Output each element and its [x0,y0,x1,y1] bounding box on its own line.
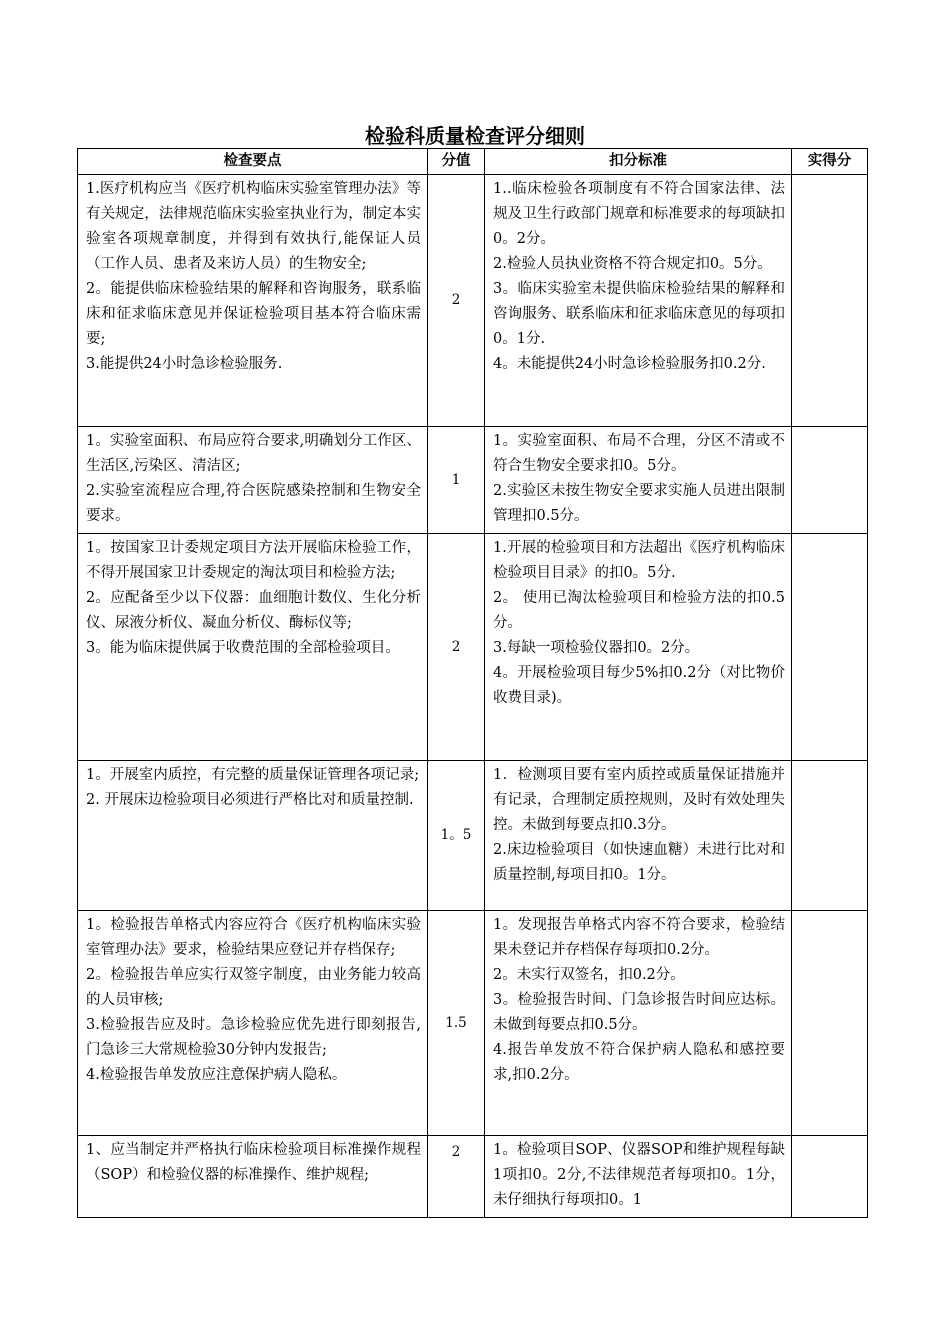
criterion: 2。 使用已淘汰检验项目和检验方法的扣0.5分。 [493,590,785,631]
criteria-cell [485,1136,792,1218]
criteria-cell [485,534,792,761]
criterion: 4.报告单发放不符合保护病人隐私和感控要求,扣0.2分。 [493,1042,785,1083]
header-score: 分值 [428,149,485,175]
check-point: 1、应当制定并严格执行临床检验项目标准操作规程（SOP）和检验仪器的标准操作、维护规程; [86,1142,421,1183]
check-point: 2. 开展床边检验项目必须进行严格比对和质量控制. [86,792,414,808]
criterion: 1..临床检验各项制度有不符合国家法律、法规及卫生行政部门规章和标准要求的每项缺扣0。2分。 [493,181,785,247]
score-cell: 1。5 [428,761,485,911]
scoring-table [77,148,868,1218]
actual-score-cell[interactable] [792,911,868,1136]
check-point: 2.实验室流程应合理,符合医院感染控制和生物安全要求。 [86,483,421,524]
table-header-row [78,149,868,175]
actual-score-cell[interactable] [792,175,868,427]
check-point: 1。开展室内质控，有完整的质量保证管理各项记录; [86,767,420,783]
score-cell: 2 [428,1136,485,1218]
criterion: 3。临床实验室未提供临床检验结果的解释和咨询服务、联系临床和征求临床意见的每项扣0。1分. [493,281,785,347]
table-row [78,911,868,1136]
check-points-cell [78,1136,428,1218]
check-point: 2。检验报告单应实行双签字制度，由业务能力较高的人员审核; [86,967,421,1008]
criterion: 4。未能提供24小时急诊检验服务扣0.2分. [493,356,766,372]
actual-score-cell[interactable] [792,761,868,911]
check-point: 2。能提供临床检验结果的解释和咨询服务，联系临床和征求临床意见并保证检验项目基本符合临床需要; [86,281,421,347]
score-cell: 2 [428,175,485,427]
check-points-cell [78,427,428,534]
check-points-cell [78,911,428,1136]
criteria-cell [485,911,792,1136]
criterion: 1。检验项目SOP、仪器SOP和维护规程每缺1项扣0。2分,不法律规范者每项扣0。1分，未仔细执行每项扣0。1 [493,1142,785,1208]
score-cell: 1.5 [428,911,485,1136]
criterion: 3.每缺一项检验仪器扣0。2分。 [493,640,700,656]
table-row [78,427,868,534]
actual-score-cell[interactable] [792,427,868,534]
actual-score-cell[interactable] [792,1136,868,1218]
check-points-cell [78,761,428,911]
criterion: 2。未实行双签名，扣0.2分。 [493,967,685,983]
check-point: 1。检验报告单格式内容应符合《医疗机构临床实验室管理办法》要求，检验结果应登记并存档保存; [86,917,421,958]
table-row [78,534,868,761]
criterion: 2.床边检验项目（如快速血糖）未进行比对和质量控制,每项目扣0。1分。 [493,842,785,883]
criterion: 1．检测项目要有室内质控或质量保证措施并有记录，合理制定质控规则，及时有效处理失控。未做到每要点扣0.3分。 [493,767,785,833]
criteria-cell [485,175,792,427]
criteria-cell [485,427,792,534]
check-point: 1.医疗机构应当《医疗机构临床实验室管理办法》等有关规定，法律规范临床实验室执业行为，制定本实验室各项规章制度，并得到有效执行,能保证人员（工作人员、患者及来访人员）的生物安全; [86,181,421,272]
check-points-cell [78,534,428,761]
table-row [78,761,868,911]
page-title: 检验科质量检查评分细则 [365,124,585,148]
score-cell: 2 [428,534,485,761]
check-point: 4.检验报告单发放应注意保护病人隐私。 [86,1067,347,1083]
check-point: 1。按国家卫计委规定项目方法开展临床检验工作，不得开展国家卫计委规定的淘汰项目和检验方法; [86,540,421,581]
header-actual-score: 实得分 [792,149,868,175]
score-cell: 1 [428,427,485,534]
criteria-cell [485,761,792,911]
criterion: 1。发现报告单格式内容不符合要求，检验结果未登记并存档保存每项扣0.2分。 [493,917,785,958]
criterion: 1.开展的检验项目和方法超出《医疗机构临床检验项目目录》的扣0。5分. [493,540,785,581]
check-point: 3.能提供24小时急诊检验服务. [86,356,283,372]
table-row [78,1136,868,1218]
criterion: 2.检验人员执业资格不符合规定扣0。5分。 [493,256,772,272]
criterion: 1。实验室面积、布局不合理，分区不清或不符合生物安全要求扣0。5分。 [493,433,785,474]
header-check-points: 检查要点 [78,149,428,175]
check-point: 1。实验室面积、布局应符合要求,明确划分工作区、生活区,污染区、清洁区; [86,433,421,474]
criterion: 4。开展检验项目每少5%扣0.2分（对比物价收费目录)。 [493,665,785,706]
check-point: 2。应配备至少以下仪器：血细胞计数仪、生化分析仪、尿液分析仪、凝血分析仪、酶标仪等; [86,590,421,631]
check-point: 3.检验报告应及时。急诊检验应优先进行即刻报告,门急诊三大常规检验30分钟内发报告; [86,1017,421,1058]
check-points-cell [78,175,428,427]
check-point: 3。能为临床提供属于收费范围的全部检验项目。 [86,640,400,656]
criterion: 3。检验报告时间、门急诊报告时间应达标。未做到每要点扣0.5分。 [493,992,785,1033]
header-deduction-criteria: 扣分标准 [485,149,792,175]
criterion: 2.实验区未按生物安全要求实施人员进出限制管理扣0.5分。 [493,483,785,524]
table-row [78,175,868,427]
actual-score-cell[interactable] [792,534,868,761]
